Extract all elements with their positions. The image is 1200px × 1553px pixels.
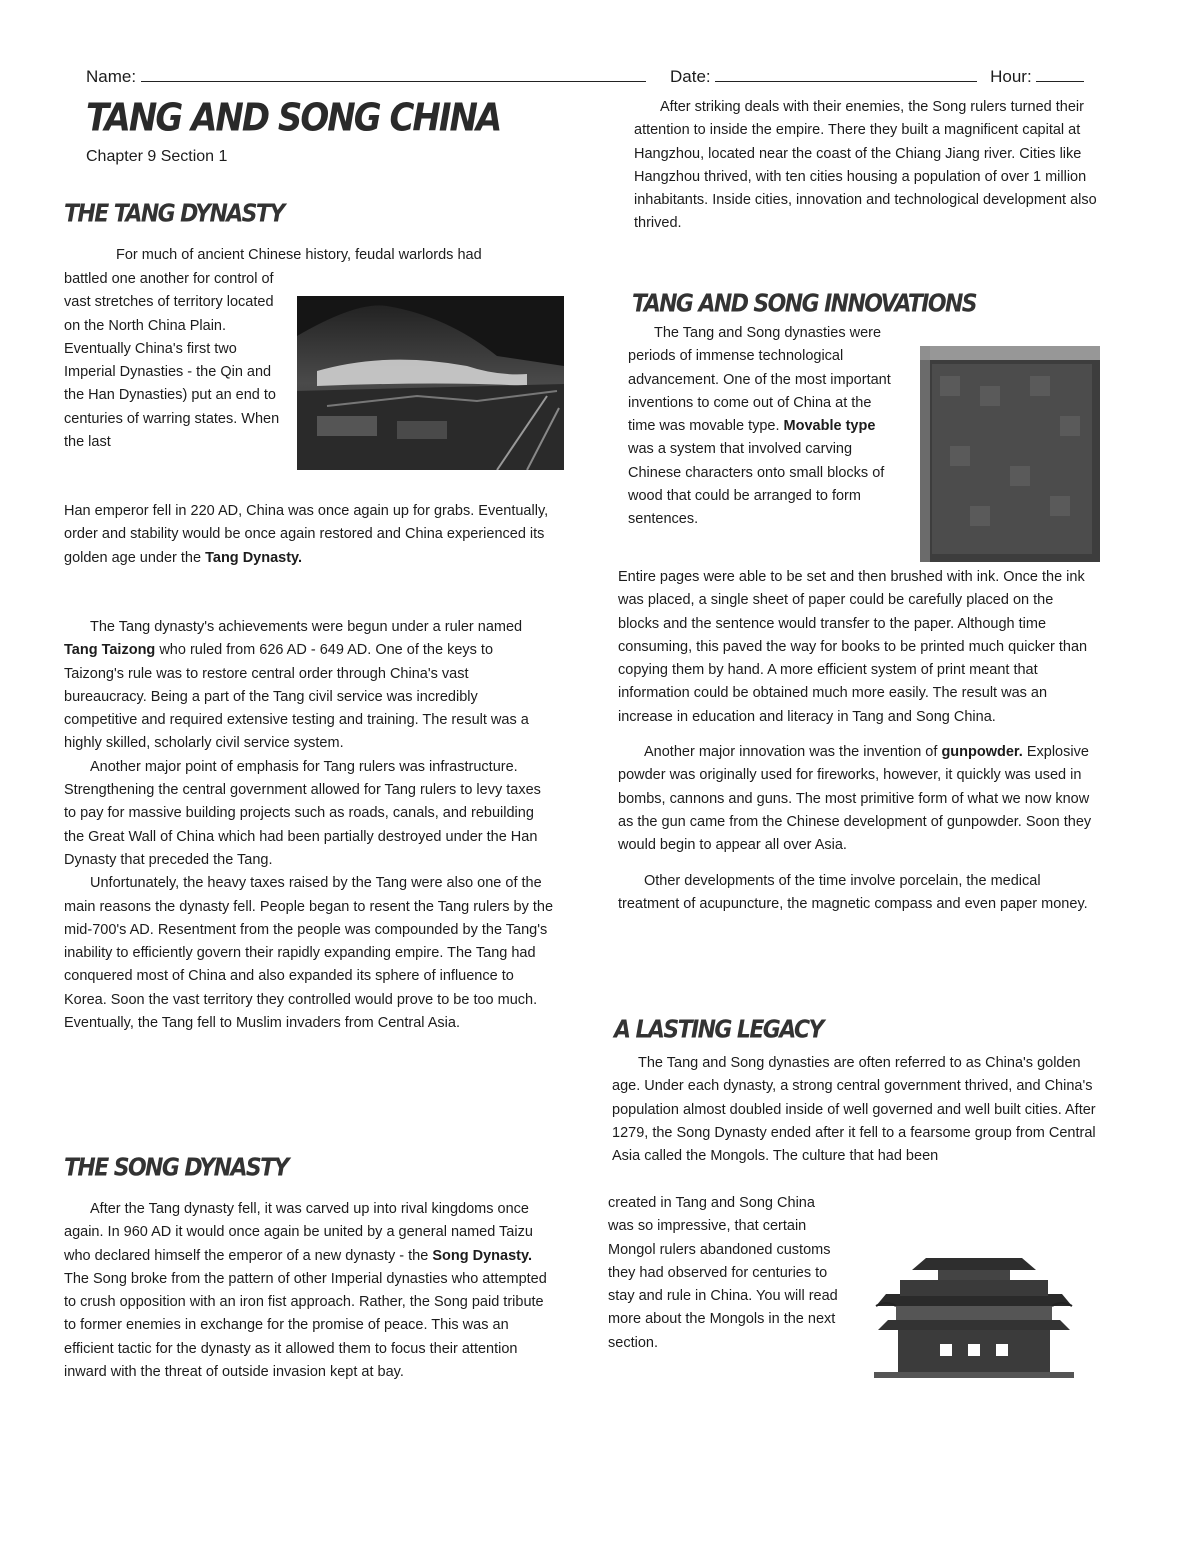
date-label: Date: (670, 67, 711, 86)
innovations-p1-rest: Entire pages were able to be set and then brushed with ink. Once the ink was placed, a single sheet of paper could be carefully placed on the blocks and the sentence would transfer to the paper. Although time consuming, this paved the way for books to be printed much quicker than copying them by hand. A more efficient system of print meant that information could be obtained much more easily. The result was an increase in education and literacy in Tang and Song China. (618, 569, 1088, 725)
tang-body (64, 616, 554, 1035)
name-field-row (86, 66, 646, 87)
legacy-heading: A LASTING LEGACY (614, 1016, 823, 1044)
tang-p1-wrap (64, 268, 282, 454)
movable-type-photo (920, 346, 1100, 562)
chapter-subtitle: Chapter 9 Section 1 (86, 148, 228, 165)
date-field-row (670, 66, 1084, 87)
tang-p4: Unfortunately, the heavy taxes raised by the Tang were also one of the main reasons the dynasty fell. People began to resent the Tang rulers by the mid-700's AD. Resentment from the people was compounded by the Tang's inability to efficiently govern their rapidly expanding empire. The Tang had conquered most of China and also expanded its sphere of influence to Korea. Soon the vast territory they controlled would prove to be too much. Eventually, the Tang fell to Muslim invaders from Central Asia. (64, 875, 554, 1032)
song-p1-b: The Song broke from the pattern of other Imperial dynasties who attempted to crush opposition with an iron fist approach. Rather, the Song paid tribute to former enemies in exchange for the promise of peace. This was an efficient tactic for the dynasty as it allowed them to focus their attention inward with the threat of outside invasion kept at bay. (64, 1270, 547, 1381)
innovations-p1-wrap (628, 322, 896, 532)
movable-type-term: Movable type (783, 418, 876, 435)
innovations-p2 (618, 741, 1098, 857)
tang-p1-rest-span: Han emperor fell in 220 AD, China was once again up for grabs. Eventually, order and stability would be once again restored and China experienced its golden age under the (64, 503, 549, 566)
hour-label: Hour: (990, 67, 1032, 86)
name-label: Name: (86, 67, 137, 86)
song-body (64, 1198, 554, 1384)
song-continued (634, 96, 1114, 236)
innovations-p2-a: Another major innovation was the invention of (644, 744, 938, 761)
innovations-heading: TANG AND SONG INNOVATIONS (632, 290, 977, 318)
innovations-rest (618, 566, 1098, 916)
tang-p2 (64, 616, 554, 756)
tang-p1-wrap-text: battled one another for control of vast stretches of territory located on the North China Plain. Eventually China's first two Imperial Dynasties - the Qin and the Han Dynasties) put an end to centuries of warring states. When the last (64, 271, 280, 451)
legacy-p1-full: The Tang and Song dynasties are often referred to as China's golden age. Under each dynasty, a strong central government thrived, and China's population almost doubled inside of well governed and well built cities. After 1279, the Song Dynasty ended after it fell to a fearsome group from Central Asia called the Mongols. The culture that had been (612, 1055, 1096, 1165)
tang-p1-rest (64, 500, 554, 570)
tang-p1-first-line: For much of ancient Chinese history, feudal warlords had (116, 247, 482, 263)
gunpowder-term: gunpowder. (941, 744, 1023, 761)
tang-landscape-photo (297, 296, 564, 470)
legacy-p1-wrap: created in Tang and Song China was so impressive, that certain Mongol rulers abandoned customs they had observed for centuries to stay and rule in China. You will read more about the Mongols in the next section. (608, 1195, 838, 1351)
innovations-p1-b: was a system that involved carving Chinese characters onto small blocks of wood that could be arranged to form sentences. (628, 441, 885, 528)
song-heading: THE SONG DYNASTY (64, 1154, 288, 1182)
legacy-wrap (608, 1192, 844, 1355)
legacy-full (612, 1052, 1096, 1168)
song-p2: After striking deals with their enemies, the Song rulers turned their attention to inside the empire. There they built a magnificent capital at Hangzhou, located near the coast of the Chiang Jiang river. Cities like Hangzhou thrived, with ten cities housing a population of over 1 million inhabitants. Inside cities, innovation and technological development also thrived. (634, 99, 1097, 232)
hour-blank[interactable] (1036, 66, 1084, 82)
innovations-wrap (628, 322, 896, 532)
tang-p3: Another major point of emphasis for Tang rulers was infrastructure. Strengthening the central government allowed for Tang rulers to levy taxes to pay for massive building projects such as roads, canals, and rebuilding the Great Wall of China which had been partially destroyed under the Han Dynasty that preceded the Tang. (64, 758, 541, 868)
tang-p2-a: The Tang dynasty's achievements were begun under a ruler named (90, 619, 523, 635)
song-dynasty-term: Song Dynasty. (432, 1247, 532, 1264)
tang-heading: THE TANG DYNASTY (64, 200, 284, 228)
innovations-p1-a: The Tang and Song dynasties were periods of immense technological advancement. One of the most important inventions to come out of China at the time was movable type. (628, 325, 891, 435)
song-p1-a: After the Tang dynasty fell, it was carved up into rival kingdoms once again. In 960 AD it would once again be united by a general named Taizu who declared himself the emperor of a new dynasty - the (64, 1201, 533, 1264)
song-p1 (64, 1198, 554, 1384)
tang-p1-first (90, 244, 580, 267)
tang-dynasty-term: Tang Dynasty. (205, 549, 303, 566)
pagoda-photo (866, 1244, 1082, 1384)
innovations-p3: Other developments of the time involve porcelain, the medical treatment of acupuncture, the magnetic compass and even paper money. (618, 872, 1088, 912)
tang-taizong-term: Tang Taizong (64, 642, 156, 659)
name-blank[interactable] (141, 66, 646, 82)
page-title: TANG AND SONG CHINA (86, 96, 501, 141)
innovations-p2-b: Explosive powder was originally used for fireworks, however, it quickly was used in bombs, cannons and guns. The most primitive form of what we now know as the gun came from the Chinese development of gunpowder. Soon they would begin to appear all over Asia. (618, 744, 1092, 854)
tang-p1-rest-text (64, 500, 554, 570)
date-blank[interactable] (715, 66, 977, 82)
tang-p2-b: who ruled from 626 AD - 649 AD. One of the keys to Taizong's rule was to restore central order through China's vast bureaucracy. Being a part of the Tang civil service was incredibly competitive and required extensive testing and training. The result was a highly skilled, scholarly civil service system. (64, 642, 529, 752)
